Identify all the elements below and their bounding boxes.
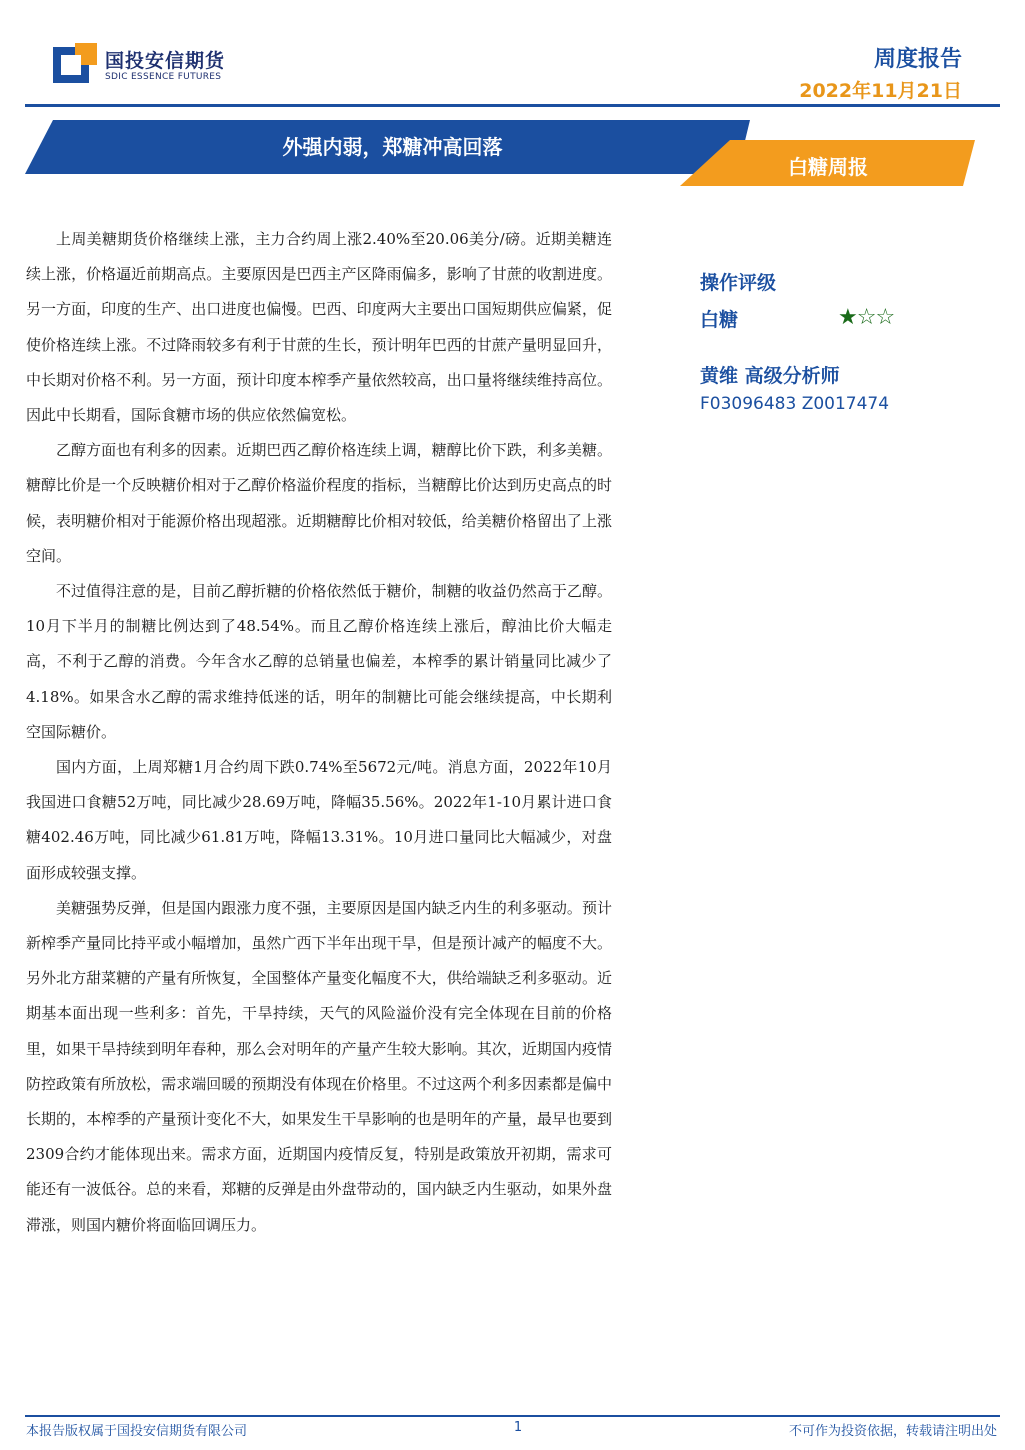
logo-mark-icon: [53, 43, 97, 83]
report-body: [26, 222, 612, 1243]
analyst-name: 黄维 高级分析师: [700, 365, 840, 387]
footer-copyright: 本报告版权属于国投安信期货有限公司: [26, 1424, 248, 1439]
report-category-tag: 白糖周报: [788, 155, 868, 179]
sidebar: [700, 268, 960, 414]
report-date: 2022年11月21日: [799, 80, 962, 102]
rating-row: [700, 305, 960, 331]
logo-text-en: SDIC ESSENCE FUTURES: [105, 72, 222, 82]
star-rating-icon: ★☆☆: [838, 305, 895, 330]
rating-item-name: 白糖: [700, 309, 739, 331]
page-number: 1: [513, 1420, 523, 1435]
logo-text-cn: 国投安信期货: [105, 50, 226, 72]
analyst-license: F03096483 Z0017474: [700, 394, 890, 414]
body-paragraph: 美糖强势反弹，但是国内跟涨力度不强，主要原因是国内缺乏内生的利多驱动。预计新榨季产量同比持平或小幅增加，虽然广西下半年出现干旱，但是预计减产的幅度不大。另外北方甜菜糖的产量有所恢复，全国整体产量变化幅度不大，供给端缺乏利多驱动。近期基本面出现一些利多：首先，干旱持续，天气的风险溢价没有完全体现在目前的价格里，如果干旱持续到明年春种，那么会对明年的产量产生较大影响。其次，近期国内疫情防控政策有所放松，需求端回暖的预期没有体现在价格里。不过这两个利多因素都是偏中长期的，本榨季的产量预计变化不大，如果发生干旱影响的也是明年的产量，最早也要到2309合约才能体现出来。需求方面，近期国内疫情反复，特别是政策放开初期，需求可能还有一波低谷。总的来看，郑糖的反弹是由外盘带动的，国内缺乏内生驱动，如果外盘滞涨，则国内糖价将面临回调压力。: [26, 898, 612, 1234]
body-paragraph: 乙醇方面也有利多的因素。近期巴西乙醇价格连续上调，糖醇比价下跌，利多美糖。糖醇比价是一个反映糖价相对于乙醇价格溢价程度的指标，当糖醇比价达到历史高点的时候，表明糖价相对于能源价格出现超涨。近期糖醇比价相对较低，给美糖价格留出了上涨空间。: [26, 441, 612, 565]
company-logo: [53, 43, 253, 87]
body-paragraph: 不过值得注意的是，目前乙醇折糖的价格依然低于糖价，制糖的收益仍然高于乙醇。10月下半月的制糖比例达到了48.54%。而且乙醇价格连续上涨后，醇油比价大幅走高，不利于乙醇的消费。今年含水乙醇的总销量也偏差，本榨季的累计销量同比减少了4.18%。如果含水乙醇的需求维持低迷的话，明年的制糖比可能会继续提高，中长期利空国际糖价。: [26, 582, 612, 741]
footer-disclaimer: 不可作为投资依据，转载请注明出处: [788, 1424, 997, 1439]
footer-divider: [25, 1415, 1000, 1417]
body-paragraph: 国内方面，上周郑糖1月合约周下跌0.74%至5672元/吨。消息方面，2022年10月我国进口食糖52万吨，同比减少28.69万吨，降幅35.56%。2022年1-10月累计进口食糖402.46万吨，同比减少61.81万吨，降幅13.31%。10月进口量同比大幅减少，对盘面形成较强支撑。: [26, 758, 612, 882]
report-type: 周度报告: [873, 47, 962, 72]
body-paragraph: 上周美糖期货价格继续上涨，主力合约周上涨2.40%至20.06美分/磅。近期美糖连续上涨，价格逼近前期高点。主要原因是巴西主产区降雨偏多，影响了甘蔗的收割进度。另一方面，印度的生产、出口进度也偏慢。巴西、印度两大主要出口国短期供应偏紧，促使价格连续上涨。不过降雨较多有利于甘蔗的生长，预计明年巴西的甘蔗产量明显回升，中长期对价格不利。另一方面，预计印度本榨季产量依然较高，出口量将继续维持高位。因此中长期看，国际食糖市场的供应依然偏宽松。: [26, 230, 612, 425]
rating-title: 操作评级: [700, 272, 777, 294]
header-divider: [25, 104, 1000, 107]
report-title: 外强内弱，郑糖冲高回落: [282, 135, 503, 159]
